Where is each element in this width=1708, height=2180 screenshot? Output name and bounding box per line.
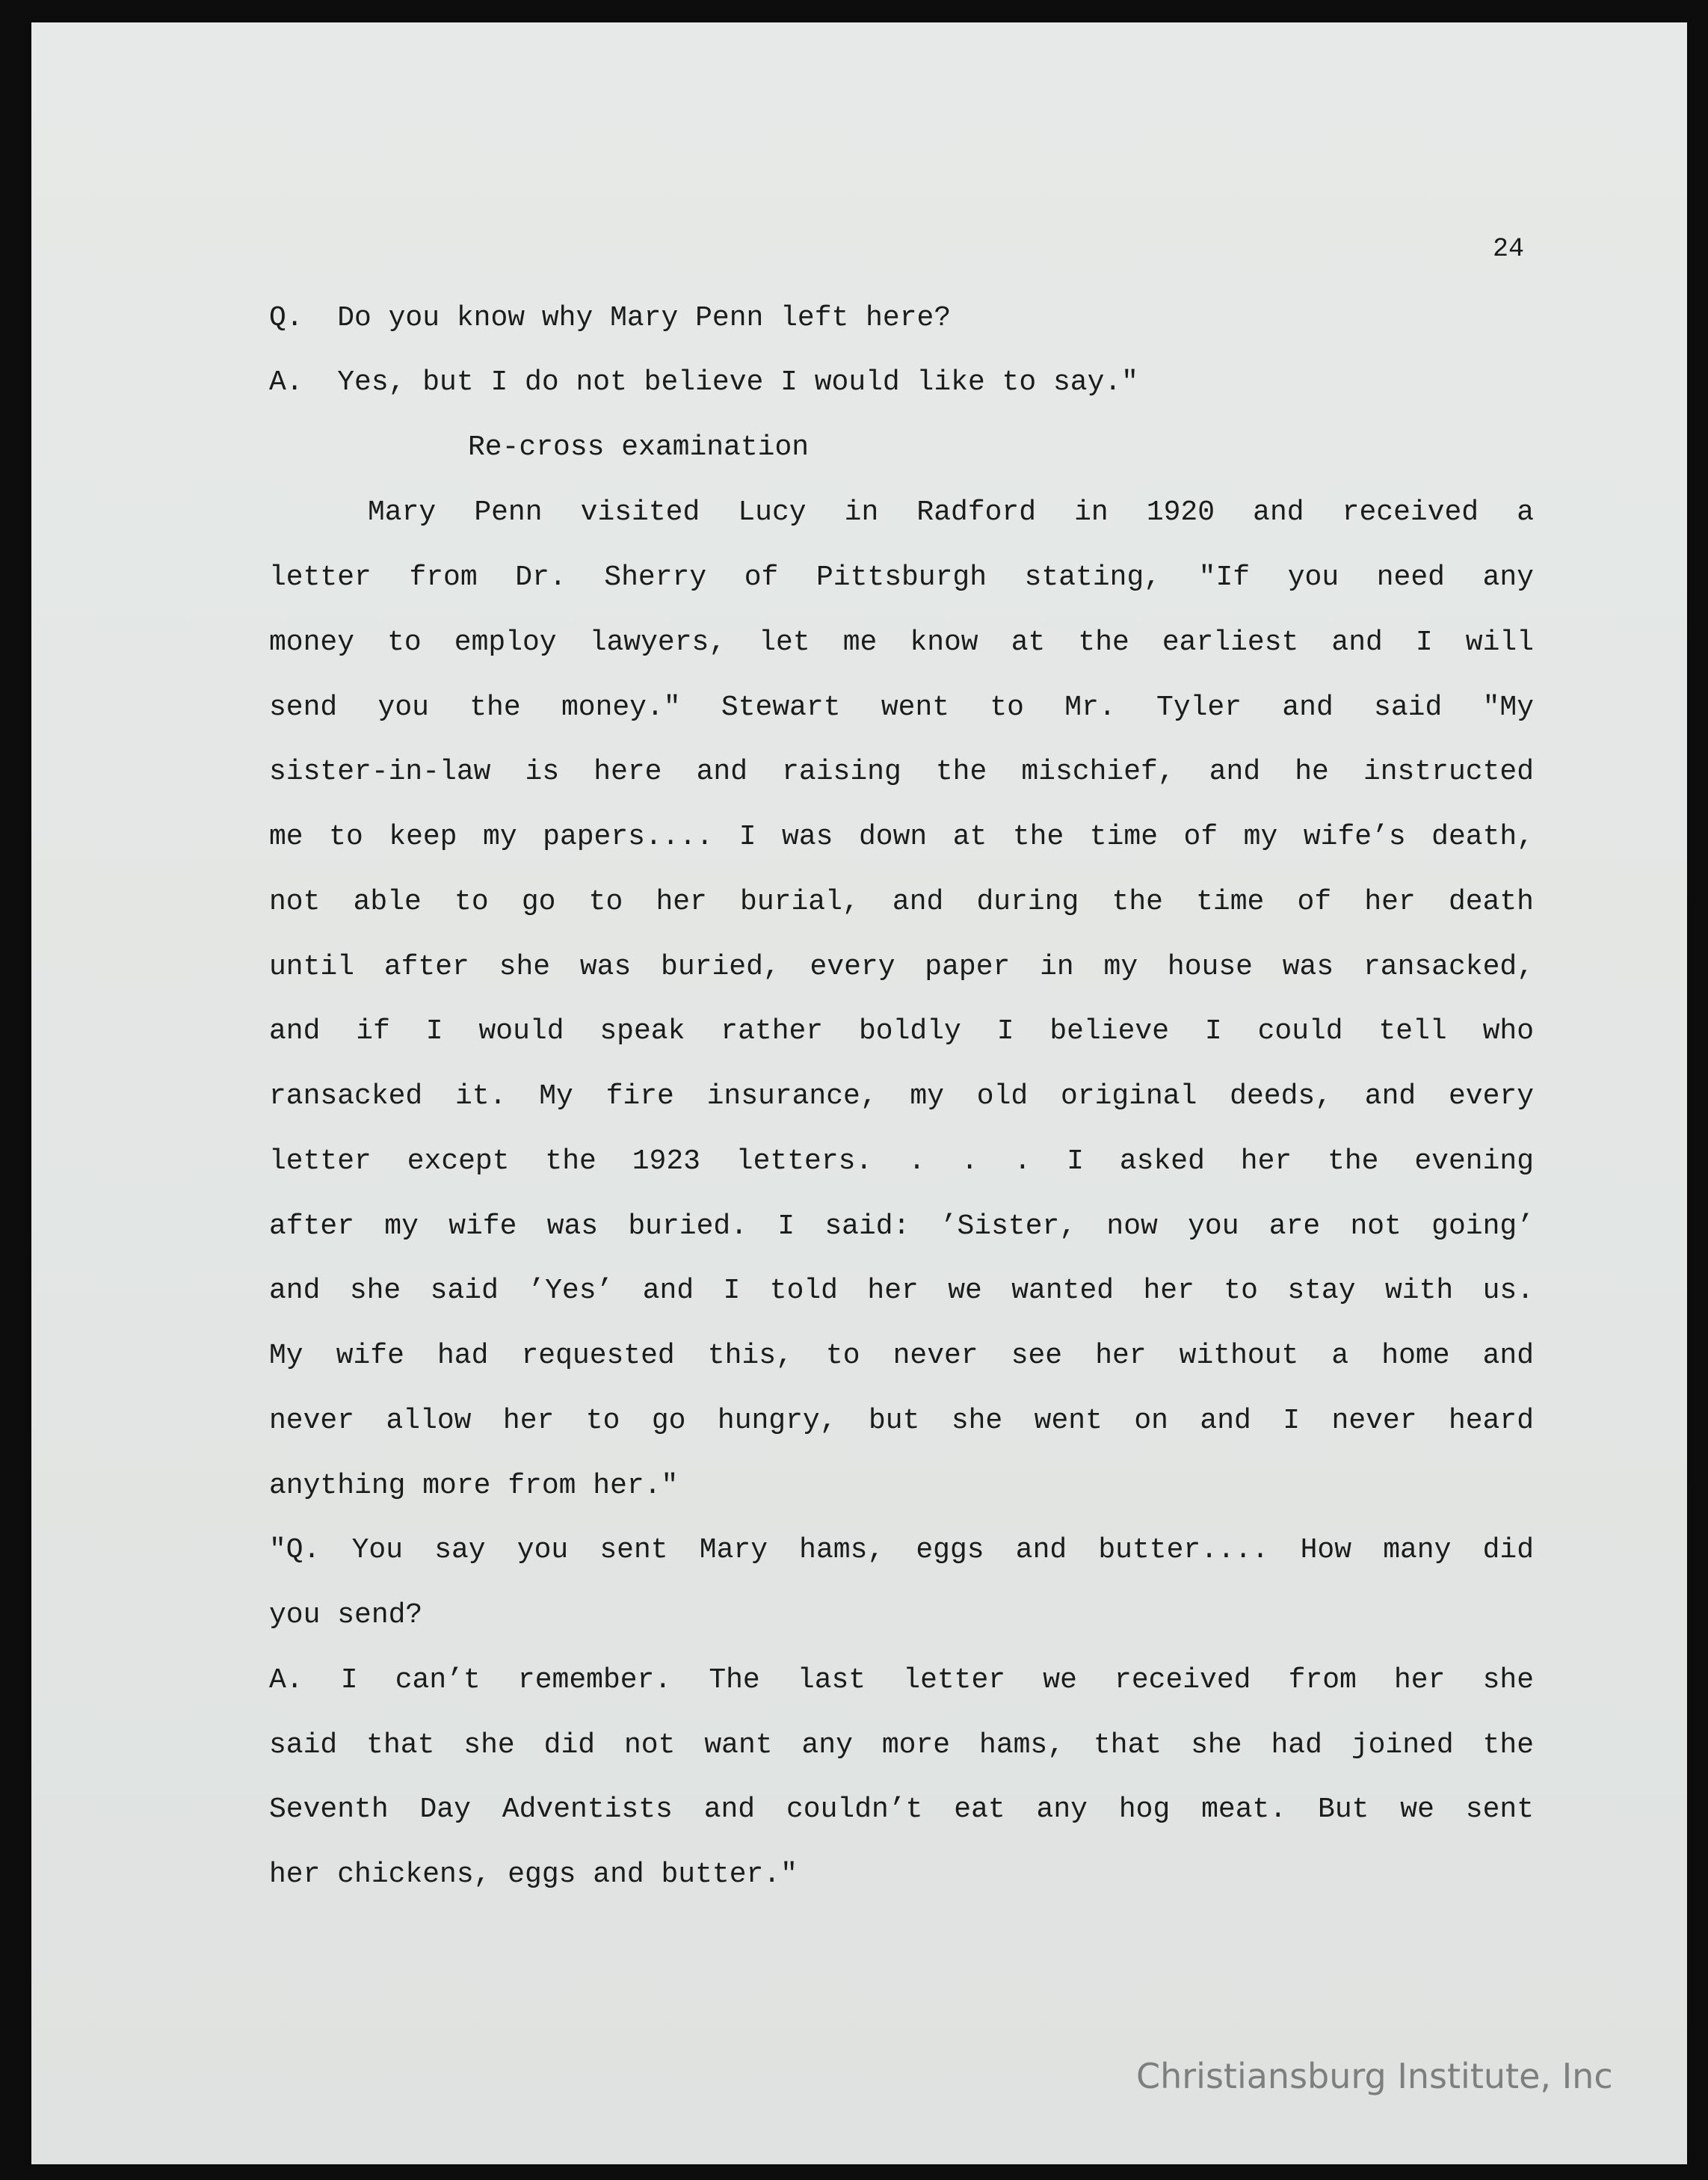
paragraph-line: money to employ lawyers, let me know at the earliest and I will — [269, 626, 1534, 659]
paragraph-line: and if I would speak rather boldly I believe I could tell who — [269, 1015, 1534, 1047]
answer-line: Seventh Day Adventists and couldn’t eat any hog meat. But we sent — [269, 1793, 1534, 1826]
page-number: 24 — [1493, 234, 1525, 264]
paragraph-line: letter except the 1923 letters. . . . I asked her the evening — [269, 1145, 1534, 1177]
question-line: "Q. You say you sent Mary hams, eggs and butter.... How many did — [269, 1534, 1534, 1566]
question-line: Q. Do you know why Mary Penn left here? — [269, 302, 952, 334]
paragraph-line: never allow her to go hungry, but she went on and I never heard — [269, 1405, 1534, 1437]
watermark: Christiansburg Institute, Inc — [1136, 2056, 1613, 2096]
paragraph-line: Mary Penn visited Lucy in Radford in 1920 and received a — [368, 496, 1534, 529]
paragraph-line: send you the money." Stewart went to Mr. Tyler and said "My — [269, 692, 1534, 724]
paragraph-line: anything more from her." — [269, 1470, 679, 1502]
paragraph-line: and she said ’Yes’ and I told her we wanted her to stay with us. — [269, 1275, 1534, 1307]
answer-line: said that she did not want any more hams, that she had joined the — [269, 1729, 1534, 1761]
document-page — [31, 22, 1687, 2164]
paragraph-line: My wife had requested this, to never see her without a home and — [269, 1340, 1534, 1372]
paragraph-line: sister-in-law is here and raising the mischief, and he instructed — [269, 756, 1534, 788]
paragraph-line: not able to go to her burial, and during the time of her death — [269, 886, 1534, 918]
paragraph-line: ransacked it. My fire insurance, my old original deeds, and every — [269, 1080, 1534, 1112]
answer-line: A. Yes, but I do not believe I would like to say." — [269, 366, 1138, 398]
paragraph-line: until after she was buried, every paper in my house was ransacked, — [269, 951, 1534, 983]
paragraph-line: letter from Dr. Sherry of Pittsburgh stating, "If you need any — [269, 561, 1534, 594]
section-heading: Re-cross examination — [468, 431, 810, 464]
answer-line: A. I can’t remember. The last letter we received from her she — [269, 1664, 1534, 1696]
paragraph-line: after my wife was buried. I said: ’Sister, now you are not going’ — [269, 1210, 1534, 1243]
question-line: you send? — [269, 1599, 423, 1631]
paragraph-line: me to keep my papers.... I was down at the time of my wife’s death, — [269, 821, 1534, 853]
answer-line: her chickens, eggs and butter." — [269, 1859, 798, 1891]
